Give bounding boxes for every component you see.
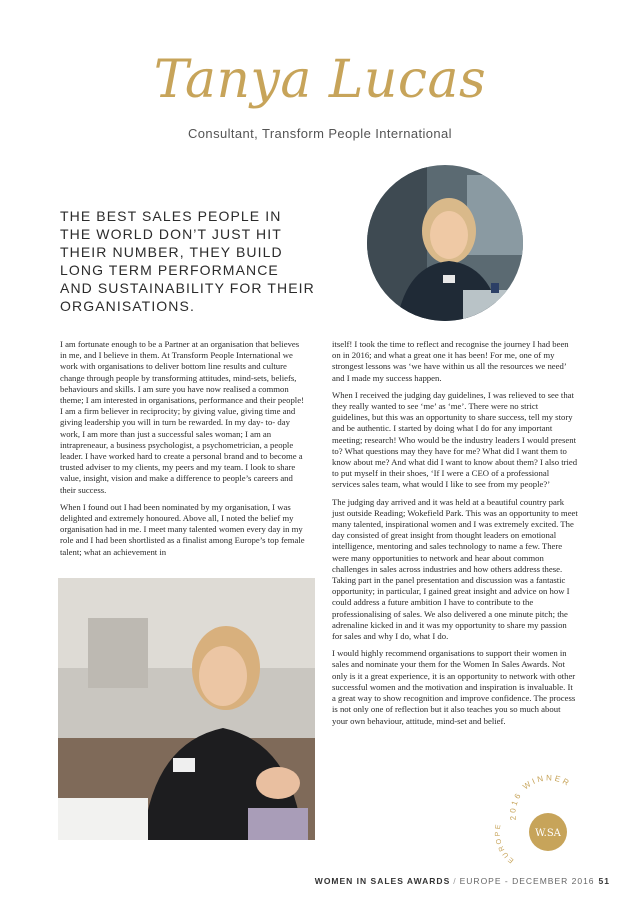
profile-role: Consultant, Transform People International <box>188 126 452 141</box>
paragraph: The judging day arrived and it was held at a beautiful country park just outside Reading; Wokefield Park. This was an opportunity to meet many talented, inspirational women and I was extremely excited. The day consisted of great insight from thought leaders on emotional intelligence, mentoring and sales technology to name a few. There were many opportunities to network and hear about common challenges in sales across industries and how others address these. Taking part in the panel presentation and discussion was a fantastic opportunity; in particular, I gained great insight and advice on how I could address a future ambition I have to contribute to the professionalising of sales. We also delivered a one minute pitch; the adrenaline kicked in and it was my opportunity to share my passion for sales and why I do, what I do. <box>332 496 578 642</box>
article-right-column <box>332 339 578 733</box>
seal-arc-left: EUROPE <box>494 822 516 864</box>
paragraph: When I received the judging day guidelines, I was relieved to see that they really wanted to see ‘me’ as ‘me’. There were no strict guidelines, but this was an opportunity to share success, tell my story and be authentic. I started by doing what I do for any important meeting; research! Who would be the industry leaders I would present to? What questions may they have for me? What did I want them to know about me? And what did I want to know about them? I also tried to put myself in their shoes, ‘If I were a CEO of a professional services sales team, what would I like to see from my people?’ <box>332 389 578 490</box>
paragraph: itself! I took the time to reflect and recognise the journey I had been on in 2016; and what a great one it has been! For me, one of my strongest lessons was ‘we have within us all the resources we need’ and I made my success happen. <box>332 339 569 383</box>
paragraph: I am fortunate enough to be a Partner at an organisation that believes in me, and I believe in them. At Transform People International we work with organisations to deliver bottom line results and culture change through people by transforming attitudes, mind-sets, beliefs, behaviours and skills. I am sure you have now realised a common theme; I am interested in organisations, performance and their people! I am a firm believer in reciprocity; by giving value, giving time and giving leadership you will in turn be rewarded. In my day- to- day work, I am more than just a successful sales woman; I am an intrapreneaur, a business psychologist, a psychometrician, a people leader. I have worked hard to create a personal brand and to become a trusted adviser to my clients, my peers and my team. I look to share value, insight, vision and make a difference to people’s careers and their success. <box>60 339 304 495</box>
pull-quote-headline: THE BEST SALES PEOPLE IN THE WORLD DON’T JUST HIT THEIR NUMBER, THEY BUILD LONG TERM PERFORMANCE AND SUSTAINABILITY FOR THEIR ORGANISATIONS. <box>60 208 315 314</box>
profile-name: Tanya Lucas <box>153 50 487 110</box>
svg-text:2016 WINNER <box>508 773 572 820</box>
page-number: 51 <box>598 876 610 886</box>
portrait-photo <box>367 165 523 321</box>
seal-arc-top: 2016 WINNER <box>508 773 573 821</box>
paragraph: When I found out I had been nominated by my organisation, I was delighted and extremely honoured. Above all, I noted the belief my organisation had in me. I meet many talented women every day in my role and I had been shortlisted as a finalist among Europe’s top female talent; what an achievement in <box>60 501 305 557</box>
paragraph: I would highly recommend organisations to support their women in sales and nominate your them for the Women In Sales Awards. Not only is it a great experience, it is an opportunity to network with other successful women and the motivation and inspiration is invaluable. It a great way to show recognition and improve confidence. The process is not only one of reflection but it also teaches you so much about your own behaviour, attitude, mind-set and belief. <box>332 648 576 726</box>
wisa-winner-seal <box>494 768 594 868</box>
footer-separator: / <box>453 876 457 886</box>
seal-monogram: W.SA <box>535 828 561 839</box>
event-photo <box>58 578 315 840</box>
article-left-column <box>60 339 306 564</box>
footer-publication: WOMEN IN SALES AWARDS <box>314 876 451 886</box>
page-footer <box>315 876 610 886</box>
footer-issue: EUROPE - DECEMBER 2016 <box>459 876 595 886</box>
svg-text:EUROPE <box>495 822 516 864</box>
